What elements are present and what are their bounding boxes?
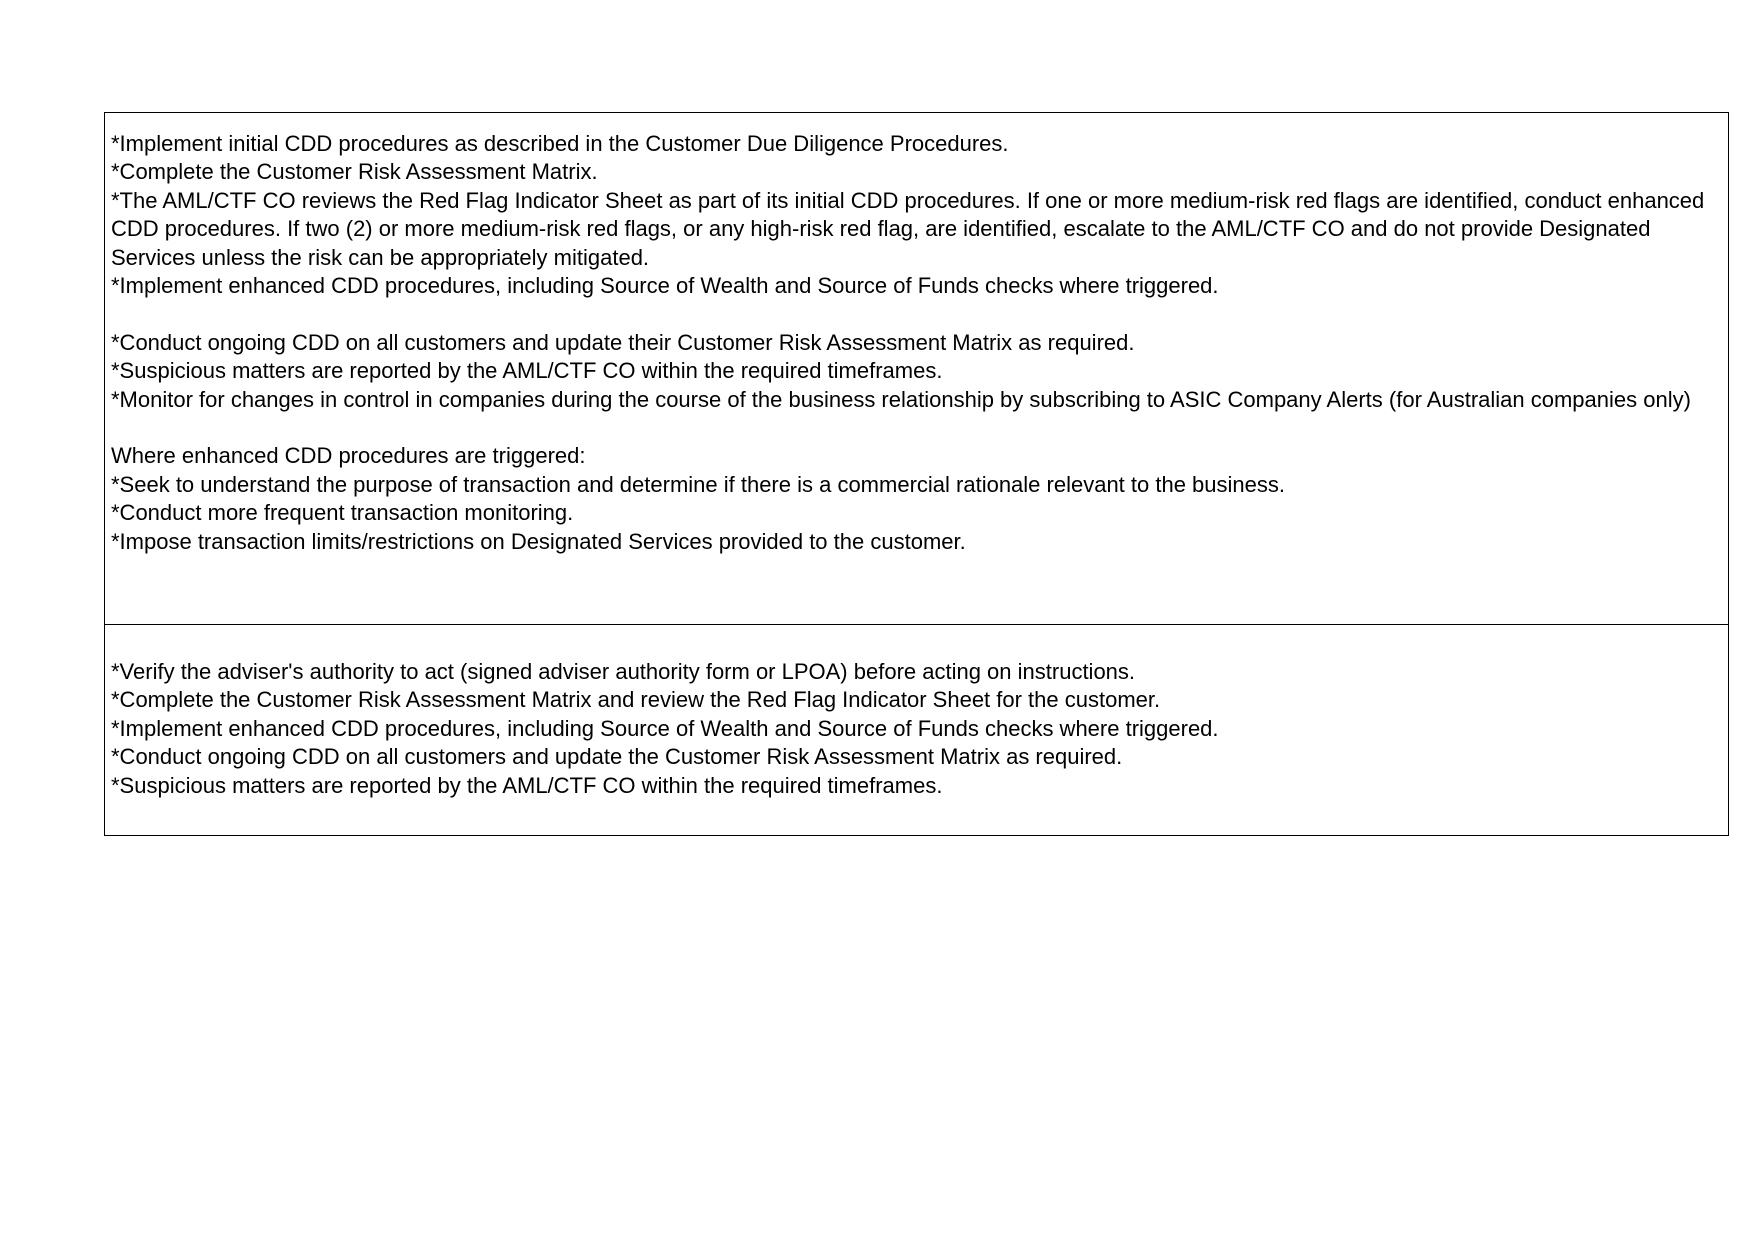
procedure-line: *Conduct ongoing CDD on all customers and update their Customer Risk Assessment Matrix as required. (111, 329, 1135, 355)
procedure-line: *Conduct ongoing CDD on all customers and update the Customer Risk Assessment Matrix as required. (111, 744, 1123, 770)
procedure-line: *Complete the Customer Risk Assessment Matrix and review the Red Flag Indicator Sheet for the customer. (111, 687, 1161, 713)
procedure-line: *The AML/CTF CO reviews the Red Flag Indicator Sheet as part of its initial CDD procedures. If one or more medium-risk red flags are identified, conduct enhanced CDD procedures. If two (2) or more medium-risk red flags, or any high-risk red flag, are identified, escalate to the AML/CTF CO and do not provide Designated Services unless the risk can be appropriately mitigated. (111, 187, 1711, 270)
cell-text-block (105, 113, 1728, 624)
procedure-line: *Suspicious matters are reported by the AML/CTF CO within the required timeframes. (111, 358, 943, 384)
procedure-line: *Verify the adviser's authority to act (signed adviser authority form or LPOA) before acting on instructions. (111, 659, 1136, 684)
spacer (111, 414, 1722, 442)
procedure-line: *Impose transaction limits/restrictions on Designated Services provided to the customer. (111, 528, 966, 554)
table-cell (105, 113, 1729, 625)
procedure-line: *Complete the Customer Risk Assessment Matrix. (111, 159, 598, 185)
procedure-line: *Conduct more frequent transaction monitoring. (111, 500, 574, 526)
cell-text-block (105, 625, 1728, 835)
procedure-line: *Seek to understand the purpose of transaction and determine if there is a commercial rationale relevant to the business. (111, 471, 1286, 497)
table-row (105, 113, 1729, 625)
table-cell (105, 625, 1729, 836)
procedure-line: *Implement initial CDD procedures as described in the Customer Due Diligence Procedures. (111, 131, 1009, 156)
procedure-line: *Implement enhanced CDD procedures, including Source of Wealth and Source of Funds checks where triggered. (111, 715, 1219, 741)
procedures-table (104, 112, 1729, 836)
procedure-line: *Implement enhanced CDD procedures, including Source of Wealth and Source of Funds checks where triggered. (111, 273, 1219, 299)
procedure-line: *Monitor for changes in control in companies during the course of the business relationship by subscribing to ASIC Company Alerts (for Australian companies only) (111, 386, 1691, 412)
table-row (105, 625, 1729, 836)
spacer (111, 300, 1722, 328)
procedure-line: *Suspicious matters are reported by the AML/CTF CO within the required timeframes. (111, 772, 943, 798)
section-heading: Where enhanced CDD procedures are triggered: (111, 443, 586, 469)
